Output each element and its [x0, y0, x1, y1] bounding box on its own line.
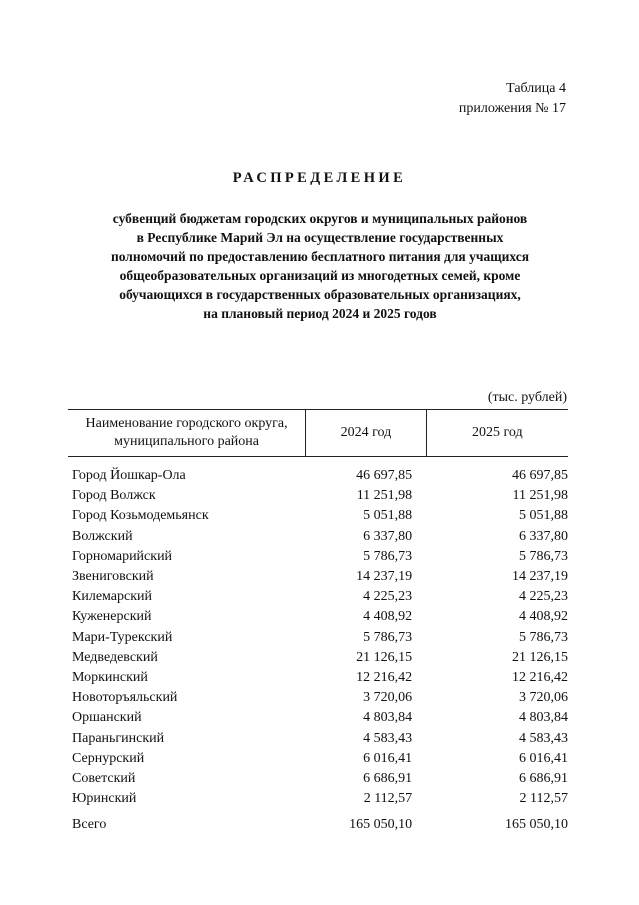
row-name: Юринский: [72, 791, 137, 807]
row-value-2025: 4 408,92: [519, 609, 568, 625]
row-value-2025: 6 337,80: [519, 528, 568, 544]
row-value-2024: 4 408,92: [363, 609, 413, 625]
row-value-2024: 11 251,98: [356, 488, 413, 504]
table-total-row: [68, 809, 568, 835]
row-name: Килемарский: [72, 589, 153, 605]
table-row: [68, 567, 568, 587]
table-reference: [459, 79, 566, 119]
row-name: Горномарийский: [72, 548, 173, 564]
row-value-2024: 46 697,85: [356, 468, 413, 484]
row-value-2025: 6 686,91: [519, 770, 568, 786]
total-value-2025: 165 050,10: [505, 817, 568, 833]
row-value-2025: 12 216,42: [512, 669, 568, 685]
table-row: [68, 688, 568, 708]
table-spacer: [68, 457, 568, 467]
units-note: (тыс. рублей): [487, 390, 567, 405]
subtitle-line: обучающихся в государственных образовательных организациях,: [119, 287, 521, 302]
row-name: Советский: [72, 770, 136, 786]
row-value-2025: 4 583,43: [519, 730, 568, 746]
row-value-2024: 12 216,42: [356, 669, 413, 685]
table-row: [68, 527, 568, 547]
row-name: Город Йошкар-Ола: [72, 468, 186, 484]
row-value-2025: 4 803,84: [519, 710, 568, 726]
row-name: Мари-Турекский: [72, 629, 173, 645]
row-value-2025: 46 697,85: [512, 468, 568, 484]
table-row: [68, 506, 568, 526]
table-row: [68, 587, 568, 607]
row-value-2025: 21 126,15: [512, 649, 568, 665]
row-value-2024: 2 112,57: [363, 791, 413, 807]
table-row: [68, 547, 568, 567]
row-value-2025: 2 112,57: [519, 791, 568, 807]
total-label: Всего: [72, 817, 107, 833]
row-value-2025: 4 225,23: [519, 589, 568, 605]
header-year-2024: 2024 год: [306, 410, 427, 457]
row-value-2025: 5 786,73: [519, 629, 568, 645]
table-row: [68, 708, 568, 728]
subtitle-line: полномочий по предоставлению бесплатного питания для учащихся: [110, 249, 530, 264]
document-subtitle: [70, 209, 570, 323]
row-name: Звениговский: [72, 569, 154, 585]
row-name: Город Козьмодемьянск: [72, 508, 209, 524]
subtitle-line: субвенций бюджетам городских округов и муниципальных районов: [112, 211, 528, 226]
row-name: Оршанский: [72, 710, 142, 726]
subtitle-line: общеобразовательных организаций из многодетных семей, кроме: [119, 268, 521, 283]
table-row: [68, 749, 568, 769]
row-value-2024: 4 803,84: [363, 710, 413, 726]
row-name: Параньгинский: [72, 730, 165, 746]
row-name: Моркинский: [72, 669, 148, 685]
table-header-row: [68, 410, 568, 457]
row-value-2025: 5 786,73: [519, 548, 568, 564]
row-value-2024: 21 126,15: [356, 649, 413, 665]
row-value-2024: 6 337,80: [363, 528, 413, 544]
row-name: Город Волжск: [72, 488, 156, 504]
reference-line-1: Таблица 4: [506, 81, 566, 96]
row-value-2024: 4 583,43: [363, 730, 413, 746]
subtitle-line: в Республике Марий Эл на осуществление государственных: [136, 230, 504, 245]
row-value-2024: 5 786,73: [363, 548, 413, 564]
row-value-2024: 5 786,73: [363, 629, 413, 645]
row-name: Медведевский: [72, 649, 158, 665]
table-row: [68, 648, 568, 668]
table-row: [68, 466, 568, 486]
row-name: Волжский: [72, 528, 133, 544]
row-value-2024: 4 225,23: [363, 589, 413, 605]
table-row: [68, 628, 568, 648]
table-row: [68, 607, 568, 627]
row-value-2024: 5 051,88: [363, 508, 413, 524]
table-row: [68, 668, 568, 688]
table-row: [68, 789, 568, 809]
header-name-column: [68, 410, 306, 457]
header-name-line-2: муниципального района: [114, 434, 259, 449]
row-value-2025: 14 237,19: [512, 569, 568, 585]
header-year-2025: 2025 год: [426, 410, 568, 457]
row-name: Новоторъяльский: [72, 690, 178, 706]
header-name-line-1: Наименование городского округа,: [85, 416, 288, 431]
row-value-2024: 3 720,06: [363, 690, 413, 706]
table-row: [68, 769, 568, 789]
distribution-table: [68, 409, 568, 835]
row-value-2025: 6 016,41: [519, 750, 568, 766]
row-value-2024: 14 237,19: [356, 569, 413, 585]
row-name: Куженерский: [72, 609, 152, 625]
table-row: [68, 728, 568, 748]
total-value-2024: 165 050,10: [349, 817, 413, 833]
row-value-2025: 5 051,88: [519, 508, 568, 524]
subtitle-line: на плановый период 2024 и 2025 годов: [203, 306, 437, 321]
row-name: Сернурский: [72, 750, 145, 766]
reference-line-2: приложения № 17: [458, 101, 566, 116]
row-value-2025: 11 251,98: [512, 488, 568, 504]
row-value-2024: 6 016,41: [363, 750, 413, 766]
row-value-2024: 6 686,91: [363, 770, 413, 786]
document-heading: РАСПРЕДЕЛЕНИЕ: [232, 170, 407, 186]
row-value-2025: 3 720,06: [519, 690, 568, 706]
table-row: [68, 486, 568, 506]
